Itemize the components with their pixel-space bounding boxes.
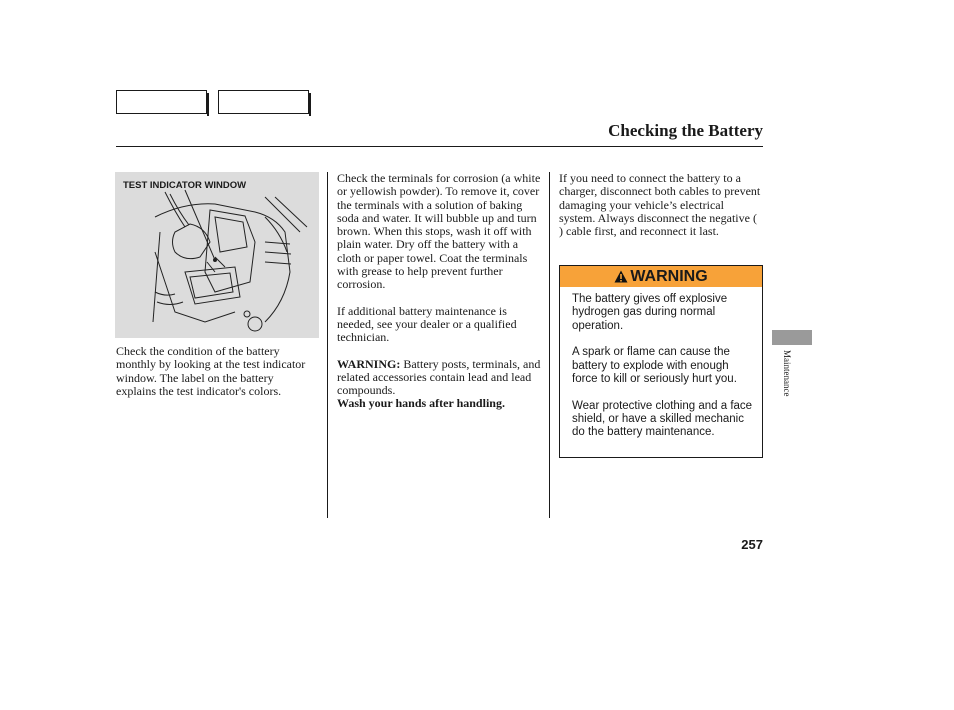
page-title: Checking the Battery <box>608 121 763 140</box>
maintenance-text: If additional battery maintenance is needed, see your dealer or a qualified technician. <box>337 303 517 345</box>
battery-illustration <box>115 172 319 338</box>
warning-heading: WARNING <box>630 268 708 285</box>
corrosion-text: Check the terminals for corrosion (a white or yellowish powder). To remove it, cover the terminals with a solution of baking soda and water. It will bubble up and turn brown. When this stops, wash it off with plain water. Dry off the battery with a cloth or paper towel. Coat the terminals with grease to help prevent further corrosion. <box>337 171 541 292</box>
lead-warning-bold: Wash your hands after handling. <box>337 396 505 411</box>
lead-warning-label: WARNING: <box>337 356 401 371</box>
warning-triangle-icon <box>614 270 628 283</box>
column-3 <box>559 172 763 251</box>
section-tab-label: Maintenance <box>782 350 792 397</box>
warning-header <box>560 266 762 287</box>
page-number: 257 <box>741 537 763 552</box>
column-2 <box>337 172 543 424</box>
lead-warning-text: Battery posts, terminals, and related accessories contain lead and lead compounds. <box>337 356 541 398</box>
warning-paragraph-3: Wear protective clothing and a face shield, or have a skilled mechanic do the battery maintenance. <box>572 399 753 439</box>
column-1 <box>116 345 316 411</box>
nav-button-2[interactable] <box>218 90 309 114</box>
figure-caption: TEST INDICATOR WINDOW <box>123 180 247 191</box>
warning-paragraph-1: The battery gives off explosive hydrogen gas during normal operation. <box>572 293 728 332</box>
charger-text: If you need to connect the battery to a charger, disconnect both cables to prevent damaging your vehicle’s electrical system. Always disconnect the negative ( ) cable first, and reconnect it last. <box>559 171 761 239</box>
title-rule <box>116 146 763 147</box>
engine-bay-drawing <box>115 172 319 338</box>
section-tab[interactable] <box>772 330 812 345</box>
warning-box <box>559 265 763 458</box>
warning-paragraph-2: A spark or flame can cause the battery to explode with enough force to kill or seriously hurt you. <box>572 346 737 385</box>
nav-button-1[interactable] <box>116 90 207 114</box>
lead-warning <box>337 358 543 411</box>
warning-content <box>572 293 754 453</box>
battery-check-text: Check the condition of the battery monthly by looking at the test indicator window. The label on the battery explains the test indicator's colors. <box>116 344 306 398</box>
column-divider-1 <box>327 172 328 518</box>
column-divider-2 <box>549 172 550 518</box>
